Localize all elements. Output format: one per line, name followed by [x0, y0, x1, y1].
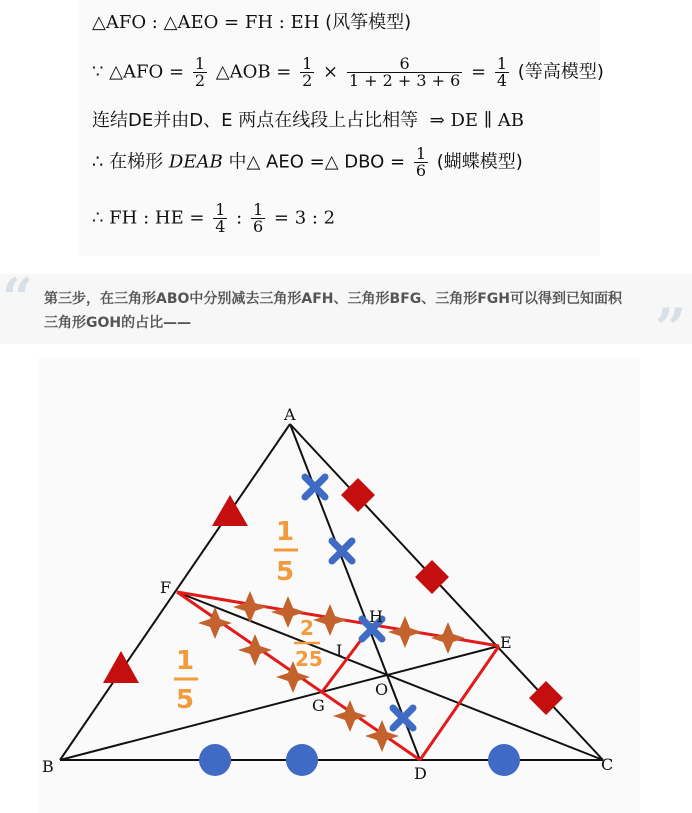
black-lines	[60, 424, 603, 760]
step-three-text: 第三步，在三角形ABO中分别减去三角形AFH、三角形BFG、三角形FGH可以得到已知面积三角形GOH的占比——	[44, 291, 623, 331]
frac-den: 2	[194, 71, 205, 90]
frac-den: 4	[215, 217, 226, 236]
fh-he-ratio: ∴ FH : HE =	[92, 207, 205, 229]
aeo-dbo-eq: 中△ AEO =△ DBO =	[228, 151, 406, 173]
annotation-upper-fraction	[274, 517, 298, 587]
cevian-ad	[290, 424, 420, 760]
point-label-b: B	[42, 757, 54, 776]
side-ac	[290, 424, 603, 760]
equals-sign: =	[471, 61, 487, 83]
point-label-f: F	[160, 578, 172, 597]
frac-num: 1	[415, 144, 427, 163]
upper-frac-den: 5	[276, 557, 295, 587]
de-parallel-ab: ⇒ DE ∥ AB	[429, 110, 524, 131]
point-label-o: O	[375, 680, 389, 699]
colon: :	[236, 207, 243, 229]
star-icon	[388, 616, 422, 648]
blue-circle-icon	[488, 744, 520, 776]
point-label-c: C	[601, 755, 614, 774]
therefore-trapezoid: ∴ 在梯形	[92, 151, 164, 173]
blue-cross-icon	[305, 477, 325, 497]
blue-circle-icon	[286, 744, 318, 776]
point-label-g: G	[312, 696, 325, 715]
upper-frac-num: 1	[276, 517, 295, 547]
frac-den: 6	[252, 217, 264, 236]
frac-num: 1	[194, 54, 205, 73]
lower-frac-num: 1	[176, 646, 195, 676]
ratio-result: = 3 : 2	[273, 207, 336, 229]
lower-frac-den: 5	[176, 685, 195, 715]
frac-num: 1	[215, 200, 226, 219]
blue-cross-icon	[393, 708, 413, 728]
equal-height-note: (等高模型)	[517, 61, 604, 83]
frac-den: 6	[415, 161, 427, 180]
times-sign: ×	[323, 61, 339, 83]
open-quote-icon: “	[2, 266, 34, 330]
red-triangle-icon	[103, 651, 139, 683]
center-frac-num: 2	[300, 616, 314, 640]
frac-num: 1	[252, 200, 264, 219]
kite-ratio-expr: △AFO : △AEO = FH : EH	[92, 12, 320, 33]
star-icon	[233, 591, 267, 623]
center-frac-den: 25	[295, 647, 323, 671]
point-label-h: H	[369, 607, 383, 626]
point-label-a: A	[284, 405, 296, 424]
frac-den: 2	[302, 71, 313, 90]
annotation-center-fraction	[294, 616, 323, 671]
point-label-e: E	[500, 633, 512, 652]
connect-de-text: 连结DE并由D、E 两点在线段上占比相等	[92, 110, 419, 131]
butterfly-model-note: (蝴蝶模型)	[436, 151, 523, 173]
close-quote-icon: ”	[654, 296, 686, 360]
aob-eq: △AOB =	[215, 61, 292, 83]
frac-num: 1	[302, 54, 313, 73]
trapezoid-name: DEAB	[168, 151, 223, 173]
point-label-d: D	[414, 764, 427, 783]
red-triangle-icon	[212, 495, 248, 526]
frac-den: 4	[496, 71, 508, 90]
frac-den: 1 + 2 + 3 + 6	[348, 71, 461, 90]
frac-num: 1	[496, 54, 508, 73]
star-icon	[313, 604, 347, 636]
annotation-lower-fraction	[174, 646, 198, 715]
frac-num: 6	[399, 54, 410, 73]
since-afo: ∵ △AFO =	[92, 61, 185, 83]
star-icon	[431, 622, 465, 654]
geometry-figure	[38, 358, 640, 813]
blue-circle-icon	[199, 744, 231, 776]
point-label-i: I	[336, 641, 343, 660]
kite-model-note: (风筝模型)	[325, 12, 412, 33]
